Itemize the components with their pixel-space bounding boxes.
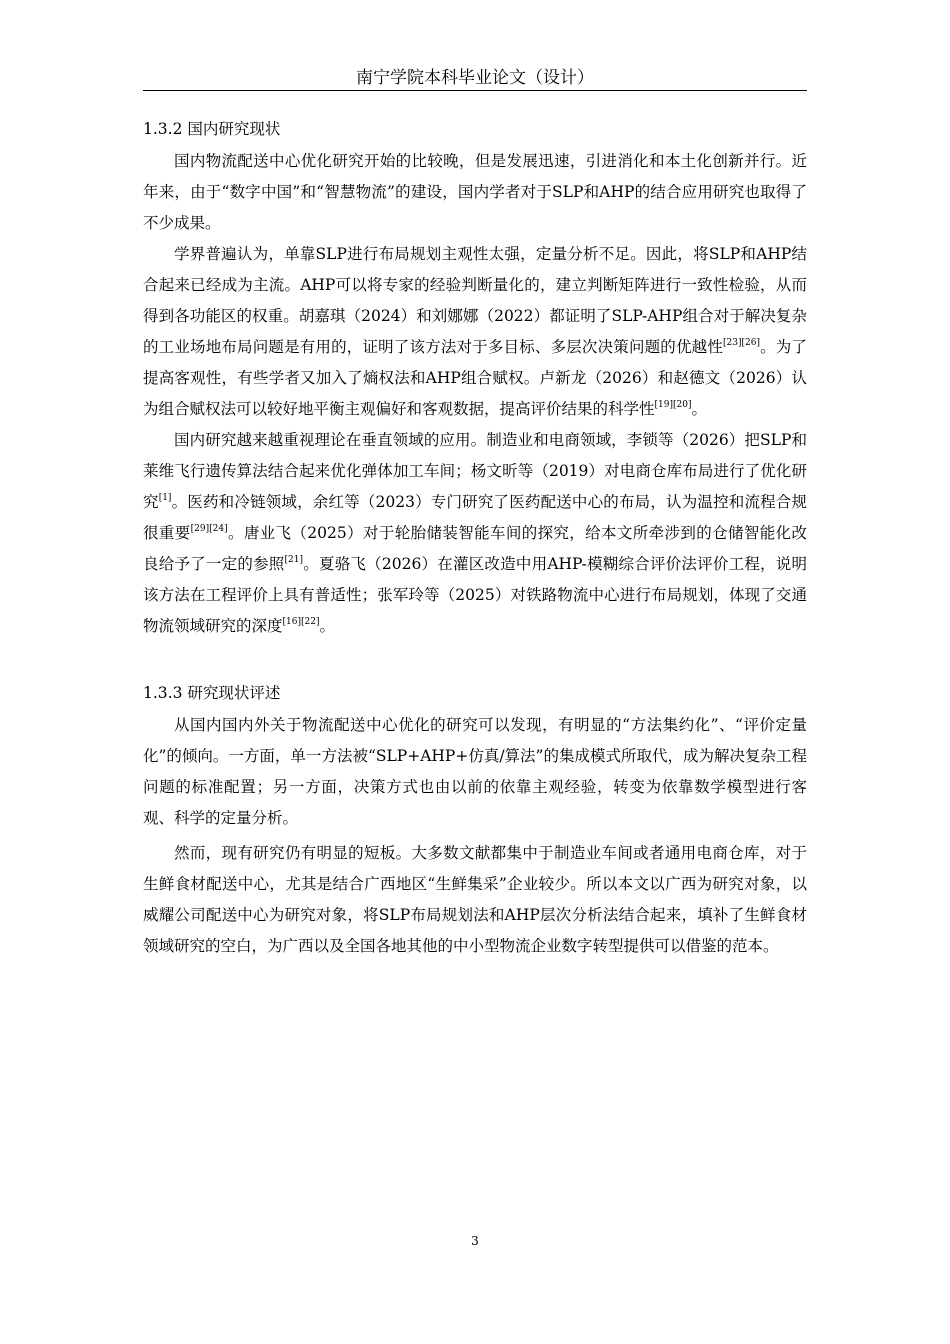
header-divider bbox=[143, 90, 807, 91]
paragraph-text: 。夏骆飞（2026）在灌区改造中用AHP-模糊综合评价法评价工程，说明该方法在工程评价上具有普适性；张军玲等（2025）对铁路物流中心进行布局规划，体现了交通物流领域研究的深度 bbox=[143, 555, 807, 635]
paragraph-text: 。唐业飞（2025）对于轮胎储装智能车间的探究，给本文所牵涉到的仓储智能化改良给予了一定的参照 bbox=[143, 524, 807, 573]
citation-ref: [1] bbox=[158, 493, 172, 503]
paragraph-slp-ahp-combination bbox=[143, 239, 807, 425]
page-number: 3 bbox=[471, 1234, 479, 1248]
paragraph-research-trends: 从国内国内外关于物流配送中心优化的研究可以发现，有明显的“方法集约化”、“评价定量化”的倾向。一方面，单一方法被“SLP+AHP+仿真/算法”的集成模式所取代，成为解决复杂工程问题的标准配置；另一方面，决策方式也由以前的依靠主观经验，转变为依靠数学模型进行客观、科学的定量分析。 bbox=[143, 716, 807, 827]
paragraph-text: 。医药和冷链领域，余红等（2023）专门研究了医药配送中心的布局，认为温控和流程合规很重要 bbox=[143, 493, 807, 542]
citation-ref: [23][26] bbox=[723, 338, 760, 348]
citation-ref: [16][22] bbox=[282, 617, 320, 627]
page-header-title: 南宁学院本科毕业论文（设计） bbox=[356, 68, 594, 88]
paragraph-text: 国内研究越来越重视理论在垂直领域的应用。制造业和电商领域，李锁等（2026）把SLP和莱维飞行遗传算法结合起来优化弹体加工车间；杨文昕等（2019）对电商仓库布局进行了优化研究 bbox=[143, 431, 807, 511]
paragraph-research-gaps: 然而，现有研究仍有明显的短板。大多数文献都集中于制造业车间或者通用电商仓库，对于生鲜食材配送中心，尤其是结合广西地区“生鲜集采”企业较少。所以本文以广西为研究对象，以威耀公司配送中心为研究对象，将SLP布局规划法和AHP层次分析法结合起来，填补了生鲜食材领域研究的空白，为广西以及全国各地其他的中小型物流企业数字转型提供可以借鉴的范本。 bbox=[143, 844, 807, 955]
paragraph-text: 。 bbox=[319, 617, 335, 635]
citation-ref: [19][20] bbox=[654, 400, 692, 410]
paragraph-domestic-intro: 国内物流配送中心优化研究开始的比较晚，但是发展迅速，引进消化和本土化创新并行。近年来，由于“数字中国”和“智慧物流”的建设，国内学者对于SLP和AHP的结合应用研究也取得了不少成果。 bbox=[143, 152, 807, 232]
page-body bbox=[143, 113, 807, 962]
section-spacer bbox=[143, 642, 807, 677]
paragraph-vertical-applications bbox=[143, 425, 807, 642]
paragraph-text: 学界普遍认为，单靠SLP进行布局规划主观性太强，定量分析不足。因此，将SLP和AHP结合起来已经成为主流。AHP可以将专家的经验判断量化的，建立判断矩阵进行一致性检验，从而得到各功能区的权重。胡嘉琪（2024）和刘娜娜（2022）都证明了SLP-AHP组合对于解决复杂的工业场地布局问题是有用的，证明了该方法对于多目标、多层次决策问题的优越性 bbox=[143, 245, 807, 356]
section-heading-1-3-3: 1.3.3 研究现状评述 bbox=[143, 684, 281, 702]
citation-ref: [29][24] bbox=[190, 524, 228, 534]
section-heading-1-3-2: 1.3.2 国内研究现状 bbox=[143, 120, 281, 138]
citation-ref: [21] bbox=[284, 555, 304, 565]
paragraph-text: 。 bbox=[691, 400, 707, 418]
paragraph-text: 。为了提高客观性，有些学者又加入了熵权法和AHP组合赋权。卢新龙（2026）和赵德文（2026）认为组合赋权法可以较好地平衡主观偏好和客观数据，提高评价结果的科学性 bbox=[143, 338, 807, 418]
